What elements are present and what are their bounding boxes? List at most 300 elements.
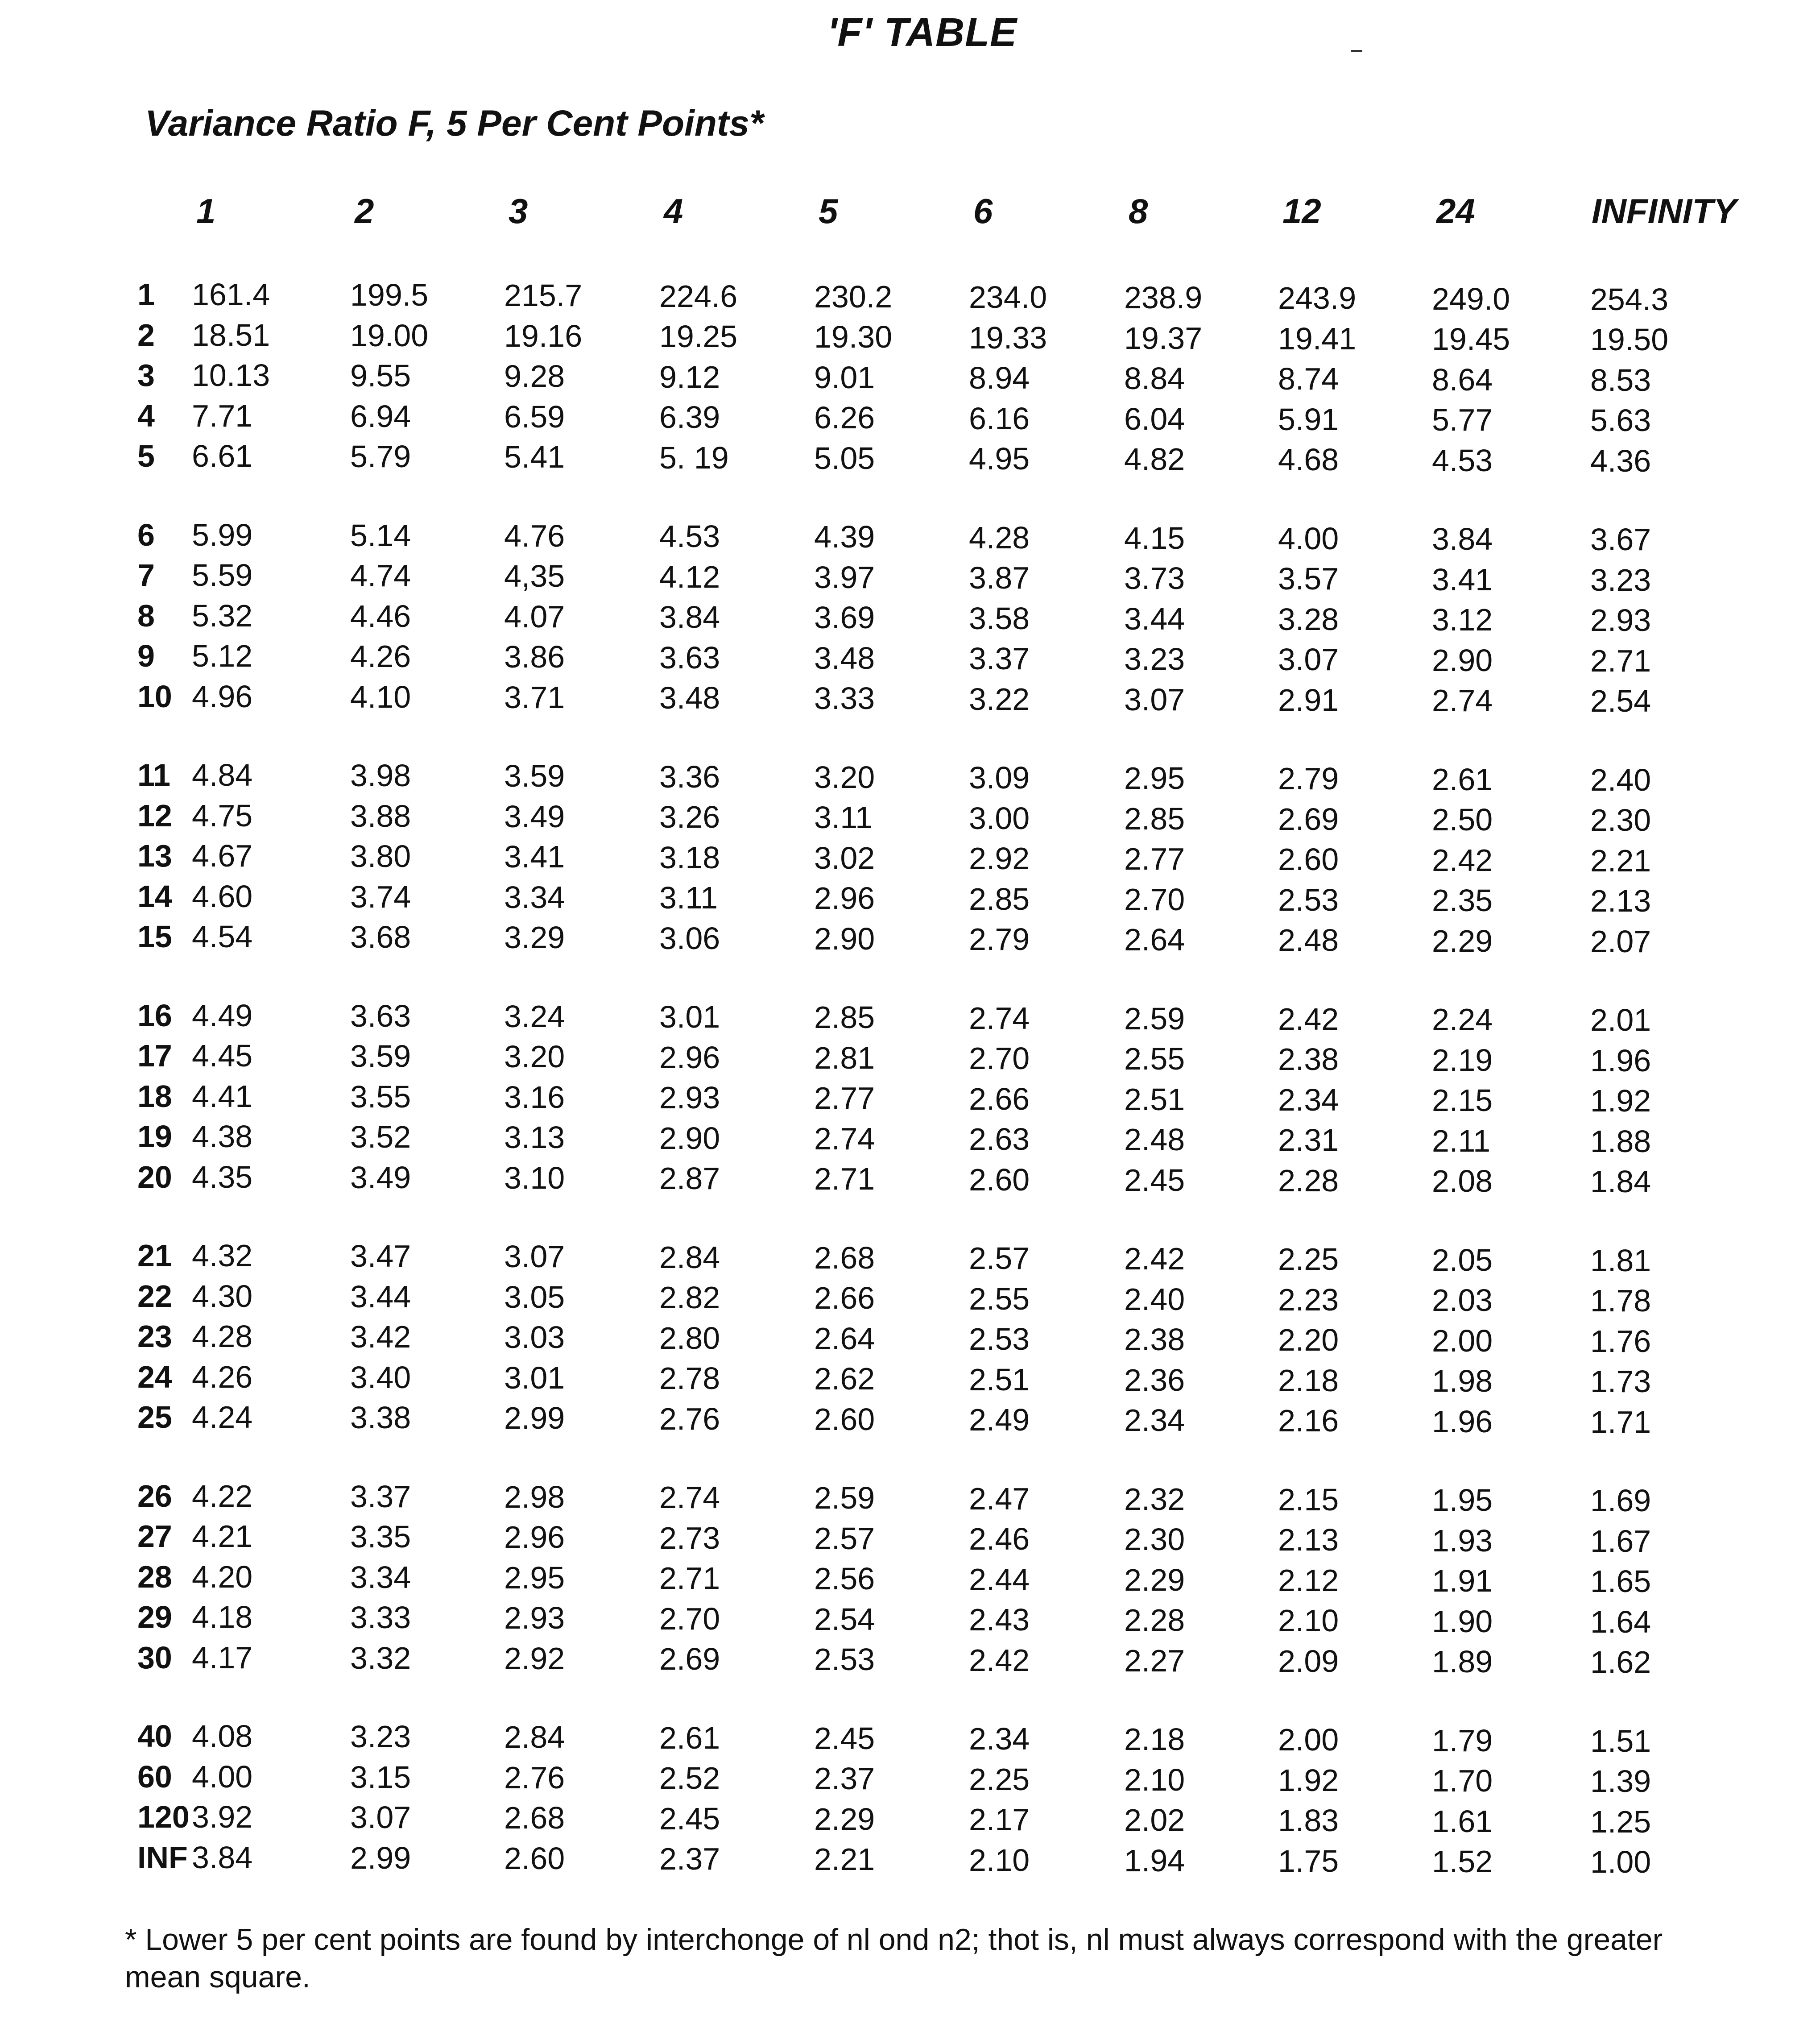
column-header: INFINITY [1592, 191, 1737, 231]
table-cell: 4.28 [969, 520, 1030, 555]
table-cell: 3.07 [350, 1800, 411, 1835]
table-cell: 2.71 [814, 1161, 875, 1197]
table-cell: 4.54 [192, 919, 253, 954]
table-cell: 2.42 [969, 1642, 1030, 1678]
table-cell: 2.59 [814, 1480, 875, 1516]
column-header: 3 [509, 191, 528, 231]
table-cell: 2.76 [659, 1401, 720, 1436]
table-cell: 4.00 [192, 1759, 253, 1794]
table-cell: 3.06 [659, 920, 720, 956]
table-cell: 3.92 [192, 1799, 253, 1834]
table-cell: 254.3 [1590, 282, 1669, 317]
row-label: 29 [137, 1600, 172, 1634]
row-label: 25 [137, 1400, 172, 1435]
table-cell: 1.76 [1590, 1323, 1651, 1359]
table-cell: 1.95 [1432, 1483, 1493, 1518]
row-label: 19 [137, 1119, 172, 1154]
table-cell: 4.67 [192, 838, 253, 873]
row-label: 5 [137, 439, 155, 473]
table-cell: 4.00 [1278, 521, 1339, 556]
table-cell: 4.76 [504, 518, 565, 553]
table-cell: 3.55 [350, 1079, 411, 1114]
stray-mark [1351, 50, 1362, 52]
row-label: 2 [137, 317, 155, 352]
table-cell: 4.32 [192, 1238, 253, 1273]
row-label: 6 [137, 517, 155, 552]
table-cell: 4.35 [192, 1159, 253, 1194]
table-cell: 2.38 [1124, 1322, 1185, 1357]
table-cell: 1.67 [1590, 1523, 1651, 1559]
table-cell: 2.28 [1278, 1163, 1339, 1198]
table-cell: 2.61 [659, 1720, 720, 1755]
table-cell: 3.88 [350, 798, 411, 833]
table-cell: 2.87 [659, 1161, 720, 1196]
table-cell: 2.60 [1278, 842, 1339, 877]
table-cell: 5.14 [350, 518, 411, 553]
table-cell: 3.23 [1590, 562, 1651, 597]
table-cell: 2.59 [1124, 1001, 1185, 1036]
table-cell: 3.23 [350, 1719, 411, 1754]
table-cell: 6.59 [504, 399, 565, 434]
table-cell: 3.20 [504, 1039, 565, 1074]
table-cell: 2.34 [1124, 1403, 1185, 1438]
table-cell: 2.10 [1124, 1762, 1185, 1797]
table-cell: 3.03 [504, 1320, 565, 1355]
table-cell: 3.67 [1590, 522, 1651, 557]
row-label: 8 [137, 598, 155, 633]
row-label: 17 [137, 1038, 172, 1073]
table-cell: 4.21 [192, 1519, 253, 1554]
row-label: 12 [137, 798, 172, 833]
table-cell: 2.45 [1124, 1162, 1185, 1198]
table-cell: 2.01 [1590, 1003, 1651, 1038]
table-cell: 1.90 [1432, 1604, 1493, 1639]
table-cell: 2.51 [1124, 1082, 1185, 1117]
table-cell: 2.20 [1278, 1323, 1339, 1358]
page-title: 'F' TABLE [827, 10, 1017, 55]
table-cell: 3.74 [350, 879, 411, 914]
table-cell: 2.17 [969, 1802, 1030, 1837]
table-cell: 2.40 [1124, 1281, 1185, 1317]
table-cell: 9.28 [504, 359, 565, 394]
table-cell: 19.33 [969, 320, 1047, 355]
table-cell: 2.60 [969, 1162, 1030, 1197]
table-cell: 4.84 [192, 758, 253, 792]
table-cell: 2.61 [1432, 762, 1493, 797]
table-cell: 1.81 [1590, 1243, 1651, 1278]
row-label: 40 [137, 1719, 172, 1754]
table-cell: 2.21 [1590, 843, 1651, 878]
table-cell: 3.07 [1278, 642, 1339, 677]
table-cell: 4.08 [192, 1719, 253, 1754]
table-cell: 2.05 [1432, 1242, 1493, 1277]
table-cell: 8.64 [1432, 362, 1493, 397]
table-cell: 2.96 [504, 1520, 565, 1555]
row-label: 10 [137, 679, 172, 714]
row-label: 14 [137, 879, 172, 914]
table-cell: 19.45 [1432, 322, 1510, 357]
table-cell: 2.80 [659, 1320, 720, 1356]
table-cell: 7.71 [192, 398, 253, 433]
table-cell: 2.77 [814, 1081, 875, 1116]
table-cell: 3.36 [659, 759, 720, 794]
table-cell: 1.98 [1432, 1364, 1493, 1399]
table-cell: 2.00 [1432, 1323, 1493, 1358]
table-cell: 4.82 [1124, 442, 1185, 477]
table-cell: 8.53 [1590, 362, 1651, 398]
table-cell: 1.64 [1590, 1604, 1651, 1639]
table-cell: 2.96 [814, 881, 875, 916]
table-cell: 4.53 [659, 519, 720, 554]
table-cell: 2.60 [814, 1401, 875, 1437]
table-cell: 1.78 [1590, 1283, 1651, 1318]
table-cell: 2.42 [1124, 1241, 1185, 1277]
table-cell: 2.03 [1432, 1283, 1493, 1318]
table-cell: 2.21 [814, 1842, 875, 1877]
table-cell: 2.25 [1278, 1242, 1339, 1277]
table-cell: 5.59 [192, 558, 253, 593]
table-cell: 10.13 [192, 358, 270, 393]
table-cell: 5.91 [1278, 402, 1339, 437]
row-label: 27 [137, 1519, 172, 1554]
table-cell: 1.52 [1432, 1844, 1493, 1879]
table-cell: 1.92 [1278, 1762, 1339, 1798]
table-cell: 2.92 [504, 1641, 565, 1676]
table-cell: 2.84 [504, 1720, 565, 1755]
table-cell: 2.18 [1124, 1722, 1185, 1757]
row-label: INF [137, 1840, 188, 1875]
row-label: 3 [137, 358, 155, 393]
table-cell: 3.49 [350, 1160, 411, 1195]
column-header: 5 [819, 191, 838, 231]
table-cell: 2.53 [969, 1322, 1030, 1356]
table-cell: 224.6 [659, 278, 738, 314]
table-cell: 19.41 [1278, 321, 1357, 356]
table-cell: 5.12 [192, 638, 253, 673]
table-cell: 19.00 [350, 318, 429, 353]
table-cell: 2.37 [814, 1761, 875, 1796]
table-cell: 2.90 [814, 921, 875, 956]
row-label: 22 [137, 1278, 172, 1314]
table-cell: 2.10 [1278, 1603, 1339, 1638]
table-cell: 2.54 [1590, 684, 1651, 719]
footnote: * Lower 5 per cent points are found by interchonge of nl ond n2; thot is, nl must always correspond with the greater mean square. [125, 1923, 1663, 1994]
table-cell: 3.98 [350, 758, 411, 793]
table-cell: 2.85 [969, 881, 1030, 916]
table-cell: 4.15 [1124, 520, 1185, 556]
row-label: 11 [137, 758, 170, 792]
table-cell: 3.12 [1432, 602, 1493, 638]
table-cell: 2.27 [1124, 1643, 1185, 1678]
table-cell: 2.15 [1432, 1083, 1493, 1118]
table-cell: 2.56 [814, 1561, 875, 1596]
table-cell: 2.98 [504, 1479, 565, 1514]
table-cell: 2.19 [1432, 1042, 1493, 1078]
table-cell: 2.55 [1124, 1041, 1185, 1077]
table-cell: 2.46 [969, 1522, 1030, 1556]
table-cell: 2.90 [1432, 643, 1493, 678]
table-cell: 3.29 [504, 920, 565, 955]
table-cell: 4.46 [350, 598, 411, 634]
table-cell: 3.97 [814, 560, 875, 595]
table-cell: 2.34 [1278, 1082, 1339, 1117]
table-cell: 2.37 [659, 1841, 720, 1877]
table-cell: 234.0 [969, 280, 1047, 315]
table-cell: 3.58 [969, 601, 1030, 636]
table-cell: 3.07 [504, 1239, 565, 1274]
table-cell: 3.37 [350, 1479, 411, 1514]
table-cell: 1.94 [1124, 1843, 1185, 1878]
table-cell: 2.64 [1124, 922, 1185, 958]
table-cell: 4.18 [192, 1600, 253, 1634]
table-cell: 4.17 [192, 1640, 253, 1675]
table-cell: 2.74 [1432, 683, 1493, 718]
column-header: 4 [664, 191, 683, 231]
table-cell: 3.42 [350, 1319, 411, 1355]
table-cell: 4.24 [192, 1400, 253, 1435]
table-cell: 1.84 [1590, 1164, 1651, 1199]
table-cell: 4.41 [192, 1078, 253, 1114]
table-cell: 2.79 [969, 922, 1030, 957]
row-label: 23 [137, 1319, 172, 1354]
table-cell: 3.87 [969, 560, 1030, 595]
table-cell: 1.51 [1590, 1723, 1651, 1758]
table-cell: 2.74 [814, 1121, 875, 1156]
table-cell: 4,35 [504, 559, 565, 594]
row-label: 9 [137, 638, 155, 673]
table-cell: 2.47 [969, 1481, 1030, 1516]
table-cell: 3.71 [504, 680, 565, 715]
table-cell: 3.26 [659, 800, 720, 835]
table-cell: 2.36 [1124, 1362, 1185, 1397]
table-cell: 5.05 [814, 440, 875, 476]
table-cell: 238.9 [1124, 280, 1203, 315]
table-cell: 3.00 [969, 800, 1030, 836]
table-cell: 2.13 [1278, 1522, 1339, 1558]
table-cell: 4.96 [192, 679, 253, 714]
table-cell: 2.96 [659, 1040, 720, 1075]
table-cell: 2.18 [1278, 1363, 1339, 1398]
table-cell: 3.68 [350, 920, 411, 955]
table-cell: 5.41 [504, 439, 565, 475]
table-cell: 3.34 [350, 1559, 411, 1595]
table-cell: 6.04 [1124, 401, 1185, 436]
table-cell: 3.32 [350, 1640, 411, 1675]
row-label: 15 [137, 919, 172, 954]
row-label: 20 [137, 1159, 172, 1194]
table-cell: 3.69 [814, 600, 875, 635]
table-cell: 243.9 [1278, 281, 1357, 316]
table-cell: 3.18 [659, 840, 720, 875]
table-cell: 5.32 [192, 598, 253, 633]
table-cell: 4.12 [659, 559, 720, 594]
table-cell: 3.48 [814, 640, 875, 676]
table-cell: 2.93 [504, 1600, 565, 1636]
table-cell: 3.48 [659, 680, 720, 716]
column-header: 24 [1436, 191, 1475, 231]
table-cell: 1.75 [1278, 1843, 1339, 1878]
table-cell: 9.55 [350, 358, 411, 394]
table-cell: 5. 19 [659, 440, 729, 475]
table-cell: 5.63 [1590, 403, 1651, 438]
table-cell: 3.84 [1432, 522, 1493, 557]
table-cell: 1.89 [1432, 1644, 1493, 1679]
table-cell: 2.09 [1278, 1643, 1339, 1679]
table-cell: 3.57 [1278, 561, 1339, 597]
table-cell: 3.84 [192, 1840, 253, 1875]
table-cell: 2.12 [1278, 1563, 1339, 1598]
table-cell: 2.32 [1124, 1481, 1185, 1517]
table-cell: 3.59 [504, 759, 565, 794]
table-cell: 2.43 [969, 1602, 1030, 1637]
table-cell: 5.77 [1432, 402, 1493, 438]
table-cell: 2.95 [504, 1560, 565, 1595]
table-cell: 3.22 [969, 681, 1030, 717]
table-cell: 6.39 [659, 400, 720, 435]
table-cell: 2.81 [814, 1040, 875, 1075]
table-cell: 3.07 [1124, 682, 1185, 717]
table-cell: 3.47 [350, 1239, 411, 1274]
table-cell: 1.39 [1590, 1764, 1651, 1799]
table-cell: 3.73 [1124, 561, 1185, 596]
table-cell: 2.29 [1432, 923, 1493, 958]
column-header: 12 [1282, 191, 1321, 231]
table-cell: 4.60 [192, 879, 253, 914]
table-cell: 3.16 [504, 1079, 565, 1115]
column-header: 2 [355, 191, 374, 231]
table-cell: 2.82 [659, 1280, 720, 1315]
table-cell: 215.7 [504, 278, 583, 313]
table-cell: 161.4 [192, 277, 270, 312]
table-cell: 3.34 [504, 879, 565, 915]
table-cell: 2.02 [1124, 1803, 1185, 1838]
table-cell: 3.01 [504, 1360, 565, 1395]
table-cell: 8.74 [1278, 361, 1339, 397]
table-cell: 2.40 [1590, 762, 1651, 797]
table-cell: 3.23 [1124, 642, 1185, 677]
table-cell: 2.42 [1432, 842, 1493, 878]
table-cell: 2.23 [1278, 1282, 1339, 1317]
table-cell: 3.63 [350, 998, 411, 1033]
table-cell: 3.20 [814, 759, 875, 795]
table-cell: 6.16 [969, 401, 1030, 436]
table-cell: 2.95 [1124, 761, 1185, 796]
table-cell: 2.07 [1590, 924, 1651, 959]
table-cell: 2.35 [1432, 883, 1493, 918]
table-cell: 2.66 [969, 1081, 1030, 1116]
table-cell: 9.01 [814, 360, 875, 395]
table-cell: 2.68 [504, 1800, 565, 1836]
table-cell: 4.28 [192, 1319, 253, 1354]
row-label: 4 [137, 398, 155, 433]
table-cell: 4.36 [1590, 443, 1651, 478]
table-cell: 2.28 [1124, 1603, 1185, 1638]
table-cell: 2.54 [814, 1601, 875, 1637]
table-cell: 2.57 [969, 1241, 1030, 1276]
table-cell: 1.88 [1590, 1124, 1651, 1159]
row-label: 30 [137, 1640, 172, 1675]
table-cell: 1.96 [1432, 1404, 1493, 1439]
table-cell: 4.07 [504, 599, 565, 634]
table-cell: 2.38 [1278, 1042, 1339, 1077]
table-cell: 3.10 [504, 1160, 565, 1195]
table-cell: 2.77 [1124, 842, 1185, 877]
table-cell: 2.29 [1124, 1562, 1185, 1597]
table-cell: 4.95 [969, 441, 1030, 476]
table-cell: 2.50 [1432, 802, 1493, 838]
row-label: 16 [137, 998, 172, 1033]
table-cell: 3.05 [504, 1279, 565, 1314]
table-cell: 4.74 [350, 558, 411, 593]
table-cell: 6.61 [192, 439, 253, 473]
table-cell: 2.79 [1278, 761, 1339, 796]
table-cell: 2.85 [1124, 801, 1185, 836]
table-cell: 2.74 [659, 1480, 720, 1515]
table-cell: 4.75 [192, 798, 253, 833]
table-cell: 3.63 [659, 640, 720, 675]
row-label: 60 [137, 1759, 172, 1794]
table-cell: 3.86 [504, 639, 565, 675]
table-cell: 3.35 [350, 1519, 411, 1555]
table-cell: 3.49 [504, 799, 565, 834]
table-cell: 4.26 [350, 639, 411, 674]
table-cell: 2.84 [659, 1240, 720, 1275]
table-cell: 2.55 [969, 1281, 1030, 1316]
table-cell: 4.39 [814, 519, 875, 555]
table-cell: 2.24 [1432, 1002, 1493, 1037]
table-cell: 2.93 [1590, 603, 1651, 638]
table-cell: 249.0 [1432, 281, 1510, 316]
table-cell: 3.40 [350, 1360, 411, 1395]
table-cell: 3.41 [1432, 562, 1493, 597]
table-cell: 2.10 [969, 1842, 1030, 1878]
table-cell: 5.79 [350, 439, 411, 474]
table-cell: 3.44 [1124, 601, 1185, 636]
table-cell: 2.53 [1278, 882, 1339, 917]
table-cell: 2.11 [1432, 1123, 1491, 1158]
table-cell: 2.31 [1278, 1123, 1339, 1158]
table-cell: 2.45 [659, 1801, 720, 1836]
table-cell: 8.84 [1124, 361, 1185, 396]
table-cell: 2.30 [1124, 1522, 1185, 1557]
row-label: 26 [137, 1478, 172, 1513]
table-cell: 2.66 [814, 1281, 875, 1316]
column-header: 8 [1129, 191, 1148, 231]
table-cell: 1.25 [1590, 1804, 1651, 1839]
table-cell: 2.34 [969, 1721, 1030, 1756]
table-cell: 3.33 [350, 1600, 411, 1635]
table-cell: 4.38 [192, 1119, 253, 1154]
table-cell: 2.92 [969, 841, 1030, 876]
table-cell: 2.76 [504, 1760, 565, 1795]
table-cell: 4.22 [192, 1478, 253, 1513]
table-cell: 3.52 [350, 1119, 411, 1155]
table-cell: 3.38 [350, 1400, 411, 1435]
table-cell: 5.99 [192, 517, 253, 552]
table-cell: 9.12 [659, 359, 720, 394]
table-cell: 1.70 [1432, 1763, 1493, 1799]
table-cell: 4.20 [192, 1559, 253, 1594]
table-cell: 2.99 [504, 1401, 565, 1436]
table-cell: 4.30 [192, 1278, 253, 1314]
table-cell: 3.02 [814, 840, 875, 875]
table-cell: 2.62 [814, 1361, 875, 1397]
table-cell: 2.69 [659, 1642, 720, 1677]
table-cell: 199.5 [350, 278, 429, 313]
table-cell: 4.26 [192, 1359, 253, 1394]
table-cell: 1.69 [1590, 1483, 1651, 1518]
table-cell: 1.62 [1590, 1645, 1651, 1680]
